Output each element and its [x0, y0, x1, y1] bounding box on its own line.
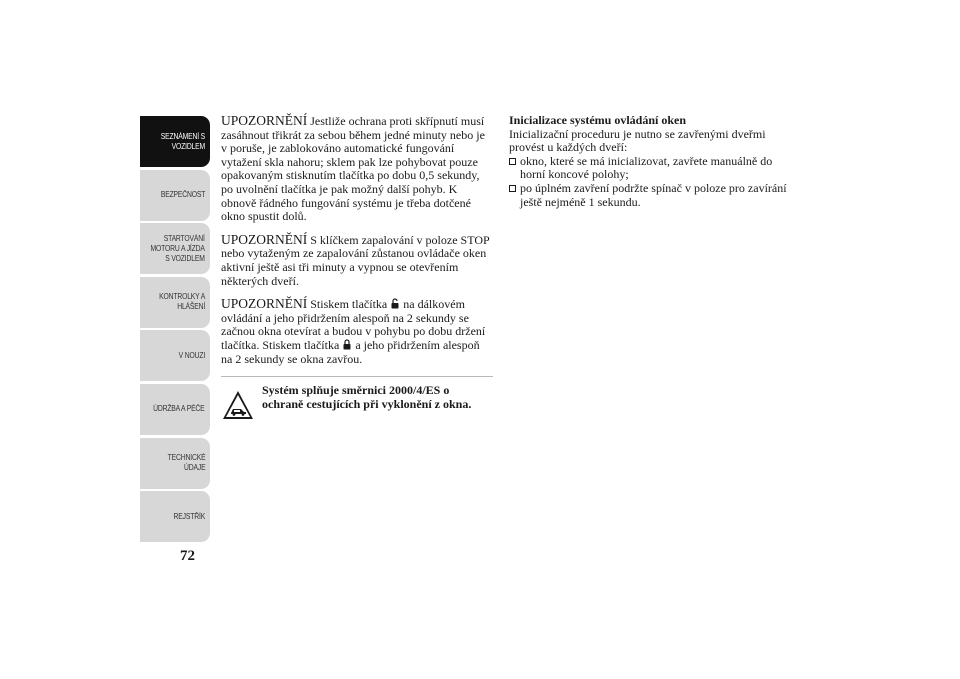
note-lead: UPOZORNĚNÍ — [221, 296, 308, 312]
right-column — [509, 114, 799, 209]
note-lead: UPOZORNĚNÍ — [221, 231, 308, 247]
tab-label: ÚDRŽBA A PÉČE — [153, 404, 205, 414]
page-number: 72 — [180, 548, 195, 564]
warning-box — [221, 385, 493, 420]
tab-udrzba-a-pece[interactable] — [140, 384, 210, 435]
note-remote-control — [221, 297, 493, 366]
unlock-button-icon — [391, 298, 399, 309]
tab-seznameni-s-vozidlem[interactable] — [140, 116, 210, 167]
list-item — [509, 182, 799, 209]
tab-bezpecnost[interactable] — [140, 170, 210, 221]
lock-button-icon — [343, 339, 351, 350]
note-text: S klíčkem zapalování v poloze STOP nebo vytaženým ze zapalování zůstanou ovládače oken aktivní ještě asi tři minuty a vypnou se otevřením některých dveří. — [221, 232, 490, 288]
warning-triangle-car-icon — [222, 390, 254, 420]
tab-label: STARTOVÁNÍ MOTORU A JÍZDA S VOZIDLEM — [150, 233, 205, 263]
section-divider — [221, 376, 493, 377]
tab-startovani-motoru[interactable] — [140, 223, 210, 274]
list-item-text: po úplném zavření podržte spínač v poloze pro zavírání ještě nejméně 1 sekundu. — [520, 180, 787, 209]
list-item-text: okno, které se má inicializovat, zavřete manuálně do horní koncové polohy; — [520, 153, 773, 182]
tab-v-nouzi[interactable] — [140, 330, 210, 381]
checkbox-bullet-icon — [509, 158, 516, 165]
tab-technicke-udaje[interactable] — [140, 438, 210, 489]
tab-label: TECHNICKÉ ÚDAJE — [167, 453, 205, 473]
note-lead: UPOZORNĚNÍ — [221, 113, 308, 128]
note-text: a jeho přidržením alespoň na 2 sekundy se okna zavřou. — [221, 337, 480, 366]
section-intro: Inicializační proceduru je nutno se zavřenými dveřmi provést u každých dveří: — [509, 126, 766, 155]
list-item — [509, 155, 799, 182]
tab-label: REJSTŘÍK — [173, 511, 205, 521]
tab-label: BEZPEČNOST — [160, 190, 205, 200]
note-text: Stiskem tlačítka — [310, 297, 388, 312]
section-heading: Inicializace systému ovládání oken — [509, 113, 687, 127]
tab-label: SEZNÁMENÍ S VOZIDLEM — [160, 131, 205, 151]
note-text: na dálkovém ovládání a jeho přidržením alespoň na 2 sekundy se začnou okna otevírat a budou v pohybu po dobu držení tlačítka. Stiskem tlačítka — [221, 297, 486, 352]
tab-kontrolky-a-hlaseni[interactable] — [140, 277, 210, 328]
tab-label: KONTROLKY A HLÁŠENÍ — [158, 292, 205, 312]
tab-rejstrik[interactable] — [140, 491, 210, 542]
warning-text: Systém splňuje směrnici 2000/4/ES o ochraně cestujících při vyklonění z okna. — [262, 383, 472, 411]
note-anti-pinch — [221, 114, 493, 224]
checkbox-bullet-icon — [509, 185, 516, 192]
tab-label: V NOUZI — [178, 350, 205, 360]
left-column — [221, 114, 493, 420]
chapter-tabs — [140, 116, 210, 545]
note-text: Jestliže ochrana proti skřípnutí musí zasáhnout třikrát za sebou během jedné minuty nebo je v poruše, je zablokováno automatické fungování vytažení skla nahoru; sklem pak lze pohybovat pouze opakovaným stisknutím tlačítka po dobu 0,5 sekundy, po uvolnění tlačítka je pak možný další pohyb. K obnově řádného fungování systému je třeba dotčené okno spustit dolů. — [221, 114, 485, 224]
note-ignition-stop — [221, 233, 493, 288]
instruction-list — [509, 155, 799, 209]
